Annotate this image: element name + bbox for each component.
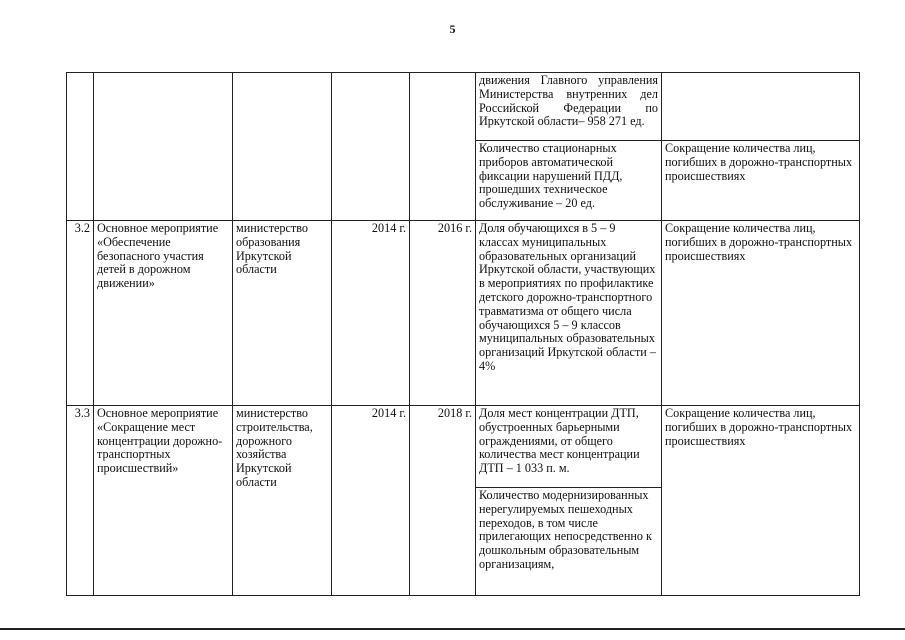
start-year-cell (332, 73, 410, 221)
event-name-cell: Основное мероприятие «Обеспечение безопасного участия детей в дорожном движении» (94, 221, 233, 406)
start-year-cell: 2014 г. (332, 406, 410, 596)
start-year-cell: 2014 г. (332, 221, 410, 406)
indicator-cell: Доля мест концентрации ДТП, обустроенных барьерными ограждениями, от общего количества мест концентрации ДТП – 1 033 п. м. (476, 406, 662, 488)
result-cell: Сокращение количества лиц, погибших в дорожно-транспортных происшествиях (662, 406, 860, 596)
table-row (67, 221, 860, 406)
end-year-cell: 2018 г. (410, 406, 476, 596)
indicator-cell: Доля обучающихся в 5 – 9 классах муниципальных образовательных организаций Иркутской области, участвующих в мероприятиях по профилактике детского дорожно-транспортного травматизма от общего числа обучающихся 5 – 9 классов муниципальных образовательных организаций Иркутской области – 4% (476, 221, 662, 406)
end-year-cell (410, 73, 476, 221)
program-events-table (66, 72, 860, 596)
executor-cell: министерство строительства, дорожного хозяйства Иркутской области (233, 406, 332, 596)
end-year-cell: 2016 г. (410, 221, 476, 406)
row-number-cell: 3.3 (67, 406, 94, 596)
table-row (67, 406, 860, 488)
indicator-cell: движения Главного управления Министерства внутренних дел Российской Федерации по Иркутской области– 958 271 ед. (476, 73, 662, 141)
page-number: 5 (449, 22, 456, 36)
executor-cell (233, 73, 332, 221)
row-number-cell (67, 73, 94, 221)
indicator-cell: Количество стационарных приборов автоматической фиксации нарушений ПДД, прошедших техническое обслуживание – 20 ед. (476, 141, 662, 221)
event-name-cell (94, 73, 233, 221)
executor-cell: министерство образования Иркутской области (233, 221, 332, 406)
event-name-cell: Основное мероприятие «Сокращение мест концентрации дорожно-транспортных происшествий» (94, 406, 233, 596)
table-row (67, 73, 860, 141)
page-bottom-edge (0, 628, 905, 630)
result-cell: Сокращение количества лиц, погибших в дорожно-транспортных происшествиях (662, 221, 860, 406)
result-cell (662, 73, 860, 141)
result-cell: Сокращение количества лиц, погибших в дорожно-транспортных происшествиях (662, 141, 860, 221)
indicator-cell: Количество модернизированных нерегулируемых пешеходных переходов, в том числе прилегающих непосредственно к дошкольным образовательным организациям, (476, 488, 662, 596)
row-number-cell: 3.2 (67, 221, 94, 406)
